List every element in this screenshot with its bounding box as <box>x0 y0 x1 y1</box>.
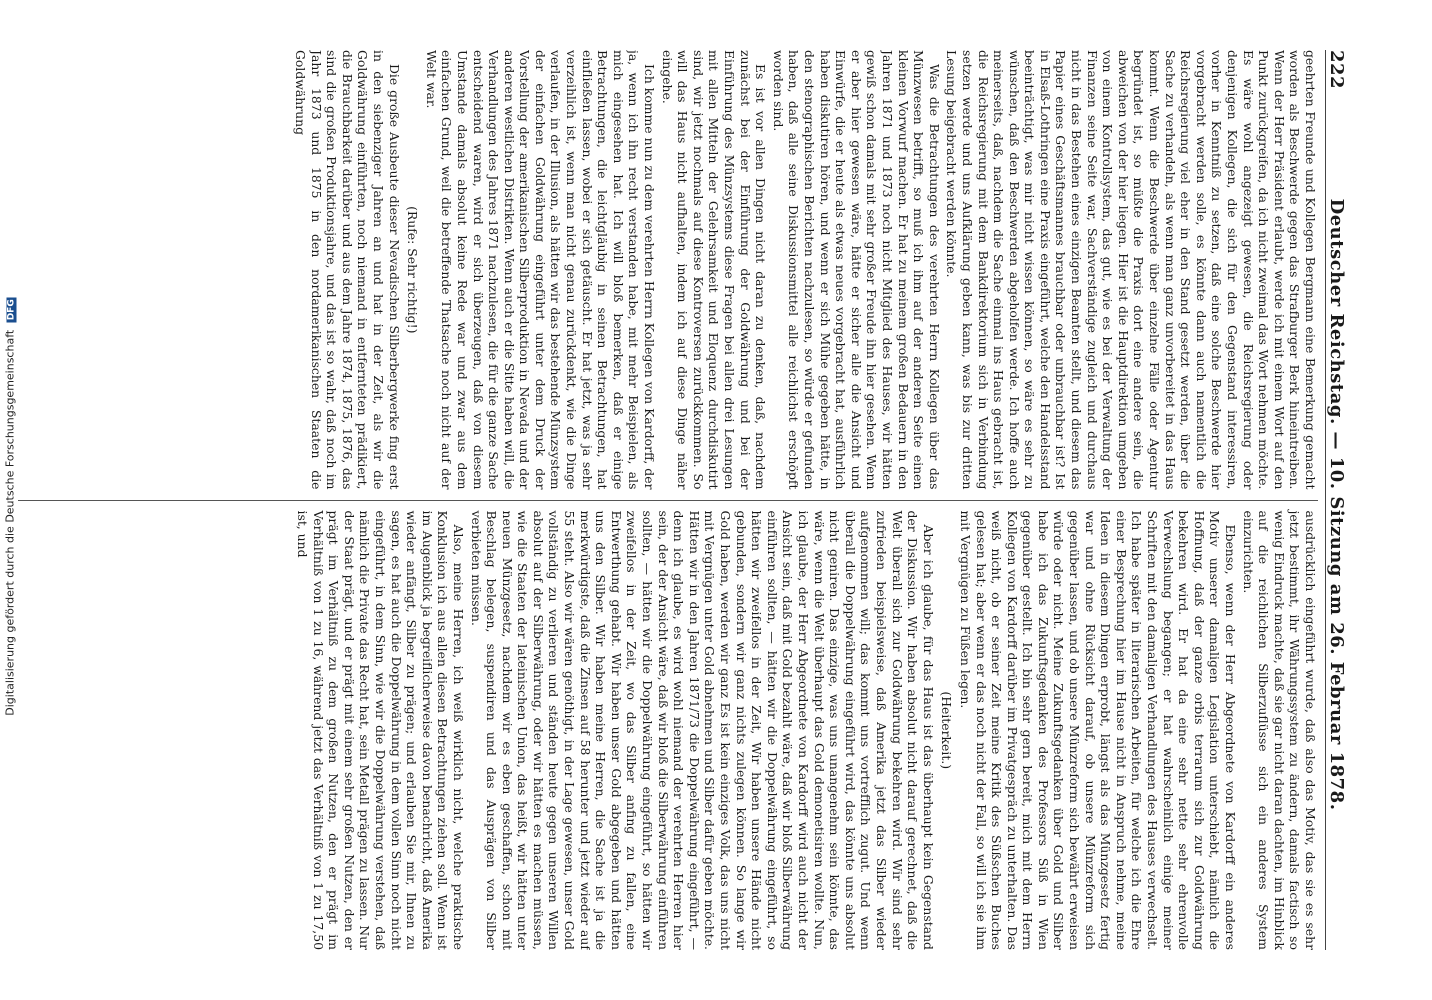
page-title: Deutscher Reichstag. — 10. Sitzung am 26. Februar 1878. <box>1326 198 1347 811</box>
page-header <box>1325 50 1352 950</box>
paragraph: Ebenso, wenn der Herr Abgeordnete von Kardorff ein anderes Motiv unserer damaligen Legislation unterschiebt, nämlich die Hoffnung, daß der ganze orbis terrarum sich zur Goldwährung bekehren wird. Er hat da eine sehr nette sehr ehrenvolle Verwechslung begangen; er hat wahrscheinlich einige meiner Schriften mit den damaligen Verhandlungen des Hauses verwechselt. Ich habe später in literarischen Arbeiten, für welche ich die Ehre einer Besprechung hier im Hause nicht in Anspruch nehme, meine Ideen in diesem Dingen erprobt, längst als das Münzgesetz fertig war und ohne Rücksicht darauf, ob unsere Münzreform sich gegenüber lassen, und ob unsere Münzreform sich bewährt erweisen würde oder nicht. Meine Zukunftsgedanken über Gold und Silber habe ich das Zukunftsgedanken des Professors Süß in Wien gegenüber gestellt. Ich bin sehr gern bereit, mich mit dem Herrn Kollegen von Kardorff darüber im Privatgespräch zu unterhalten. Das weiß nicht, ob er seiner Zeit meine Kritik des Süßschen Buches gelesen hat; aber wenn er das noch nicht der Fall, so will ich sie ihm mit Vergnügen zu Füßen legen. <box>957 510 1239 950</box>
interjection: (Heiterkeit.) <box>939 691 955 770</box>
paragraph: Die große Ausbeute dieser Nevadischen Silberbergwerke fing erst in den siebenziger Jahren an und hat in der Zeit, als wir die Goldwährung einführten, noch niemand in entfernteten prädikiert, die Brauchbarkeit darüber und aus dem Jahre 1874, 1875, 1876, das sind die großen Produktionsjahre, und das ist so wahr, daß noch im Jahr 1873 und 1875 in den nordamerikanischen Staaten die Goldwährung <box>293 50 402 490</box>
paragraph: geehrten Freunde und Kollegen Bergmann eine Bemerkung gemacht worden als Beschwerde gegen das Strafburger Berk hineintreiben. Wenn der Herr Präsident erlaubt, werde ich mit einem Wort auf den Punkt zurückgreifen, da ich nicht zweimal das Wort nehmen möchte. Es wäre wohl angezeigt gewesen, die Reichsregierung oder denjenigen Kollegen, die sich für den Gegenstand interessiren, vorher in Kenntniß zu setzen, daß eine solche Beschwerde hier vorgebracht werden solle, es könnte dann auch namentlich die Reichsregierung viel eher in den Stand gesetzt werden, über die Sache zu verhandeln, als wenn man ganz unvorbereitet in das Haus kommt. Wenn die Beschwerde über einzelne Fälle oder Agentur begründet ist, so müßte die Praxis dort eine andere sein, die abweichen von der hier liegen. Hier ist die Hauptdirektion umgeben von einem Kontrollsystem, das gut, wie es bei der Verwaltung der Finanzen seine Seite war, Sachverständige zugleich und durchaus nicht in das Bestehen eines einzigen Beamten stellt, und diesem das Papier eines Geschäftsmannes brauchbar oder unbrauchbar ist? Ist in Elsaß-Lothringen eine Praxis eingeführt, welche den Handelsstand beeinträchtigt, was mir nicht wissen können, so wäre es sehr zu wünschen, daß den Beschwerden abgeholfen werde. Ich hoffe auch meinerseits, daß, nachdem die Sache einmal ins Haus gebracht ist, die Reichsregierung mit dem Bankdirektorium sich in Verbindung setzen werde und uns Aufklärung geben kann, was bis zur dritten Lesung beigebracht werden könnte. <box>944 50 1318 490</box>
paragraph: Aber ich glaube, für das Haus ist das überhaupt kein Gegenstand der Diskussion. Wir haben absolut nicht darauf gerechnet, daß die Welt überall sich zur Goldwährung bekehren wird. Wir sind sehr zufrieden beispielsweise, daß Amerika jetzt das Silber wieder aufgenommen will; das kommt uns vortrefflich zugut. Und wenn überall die Doppelwährung eingeführt wird, das könnte uns absolut nicht geniren. Das einzige, was uns unangenehm sein könnte, das wäre, wenn die Welt überhaupt das Gold demonetisiren wollte. Nun, ich glaube, der Herr Abgeordnete von Kardorff wird auch nicht der Ansicht sein, daß mit Gold bezahlt wäre, daß wir bloß Silberwährung einführen sollten, — hätten wir die Doppelwährung eingeführt, so hätten wir zweifellos in der Zeit, Wir haben unsere Hände nicht gebunden, sondern wir ganz nichts zulegen können. So lange wir Gold haben, werden wir ganz Es ist kein einziges Volk, das uns nicht mit Vergnügen unter Gold abnehmen und Silber dafür geben möchte. Hätten wir in den Jahren 1871/73 die Doppelwährung eingeführt, — denn ich glaube, es wird wohl niemand der verehrten Herren hier sein, der der Ansicht wäre, daß wir bloß die Silberwährung einführen sollten, — hätten wir die Doppelwährung eingeführt, so hätten wir zweifellos in der Zeit, wo das Silber anfing zu fallen, eine Entwerthung gehabt. Wir haben unser Gold abgegeben und hätten uns den Silber. Wir haben meine Herren, die Sache ist ja die merkwürdigste, daß die Zinsen auf 58 herunter und jetzt wieder auf 55 steht. Also wir wären genöthigt, in der Lage gewesen, unser Gold vollständig zu verlieren und ständen heute gegen unseren Willen absolut auf der Silberwährung, oder wir hätten es machen müssen, wie die Staaten der lateinischen Union, das heißt, wir hätten unter neuen Münzgesetz, nachdem wir es eben geschaffen, schon mit Beschlag belegen, suspendiren und das Ausprägen von Silber verbieten müssen. <box>468 510 936 950</box>
dfg-logo: DFG <box>6 299 17 321</box>
paragraph: Also, meine Herren, ich weiß wirklich nicht, welche praktische Konklusion ich aus allen diesen Betrachtungen ziehen soll. Wenn ist im Augenblick ja begreiflicherweise davon benachricht, daß Amerika wieder anfängt, Silber zu prägen; und erlauben Sie mir, Ihnen zu sagen, es hat auch die Doppelwährung in dem vollen Sinn noch nicht eingeführt, in dem Sinn, wie wir die Doppelwährung verstehen, daß nämlich die Private das Recht hat, sein Metall prägen zu lassen. Nur der Staat prägt, und er prägt mit einem sehr großen Nutzen, den er prägt im Verhältniß zu dem großen Nutzen, den er prägt im Verhältniß von 1 zu 16, während jetzt das Verhältniß von 1 zu 17,50 ist, und <box>295 510 466 950</box>
paragraph: Was die Betrachtungen des verehrten Herrn Kollegen über das Münzwesen betrifft, so muß ich ihm auf der anderen Seite einen kleinen Vorwurf machen. Er hat zu meinem großen Bedauern in den Jahren 1871 und 1873 noch nicht Mitglied des Hauses, wir hätten gewiß schon damals mit sehr großer Freude ihn hier gesehen. Wenn er aber hier gewesen wäre, hätte er sicher alle die Ansicht und Einwürfe, die er heute als etwas neues vorgebracht hat, ausführlich haben diskutiren hören, und wenn er sich Mühe gegeben hätte, in den stenographischen Berichten nachzulesen, so würde er gefunden haben, daß alle seine Diskussionsmittel alle reichlichst erschöpft worden sind. <box>770 50 942 490</box>
paragraph: Ich komme nun zu dem verehrten Herrn Kollegen von Kardorff, der ja, wenn ich ihn recht verstanden habe, mit mehr Beispielen, als mich eingesehen hat. Ich will bloß bemerken, daß er einige Betrachtungen, die leichtgläubig in seinen Betrachtungen, hat einfließen lassen, wobei er sich getäuscht. Er hat jetzt, was ja sehr verzeihlich ist, wenn man nicht genau zurückdenkt, wie die Dinge verlaufen, in der Illusion, als hätten wir das bestehende Münzsystem der einfachen Goldwährung eingeführt unter dem Druck der Vorstellung der amerikanischen Silberproduktion in Nevada und der anderen westlichen Distrikten. Wenn auch er die Sitte haben will, die Verhandlungen des Jahres 1871 nachzulesen, die für die ganze Sache entscheidend waren, wird er sich überzeugen, daß von diesem Umstande damals absolut keine Rede war und zwar aus dem einfachen Grund, weil die betreffende Thatsache noch nicht auf der Welt war. <box>423 50 658 490</box>
digitization-credit <box>4 27 17 987</box>
left-column <box>18 50 1318 500</box>
right-column <box>18 501 1318 951</box>
interjection: (Rufe: Sehr richtig!) <box>405 206 421 334</box>
paragraph: Es ist vor allen Dingen nicht daran zu denken, daß, nachdem zunächst bei der Einführung der Goldwährung und bei der Einführung des Münzsystems diese Fragen bei allen drei Lesungen mit allen Mitteln der Gelehrsamkeit und Eloquenz durchdiskutirt sind, wir jetzt nochmals auf diese Kontroversen zurückkommen. So will das Haus nicht aufhalten, indem ich auf diese Dinge näher eingehe. <box>659 50 769 490</box>
credit-text: Digitalisierung gefördert durch die Deutsche Forschungsgemeinschaft <box>3 329 17 716</box>
paragraph: ausdrücklich eingeführt wurde, daß also das Motiv, das sie es sehr jetzt bestimmt, ihr Währungssystem zu ändern, damals factisch so wenig Eindruck machte, daß sie gar nicht daran dachten, im Hinblick auf die reichlichen Silberzuflüsse sich ein anderes System einzurichten. <box>1240 510 1318 950</box>
page-body <box>12 50 1352 950</box>
page-number: 222 <box>1326 50 1347 90</box>
text-columns <box>18 50 1318 950</box>
